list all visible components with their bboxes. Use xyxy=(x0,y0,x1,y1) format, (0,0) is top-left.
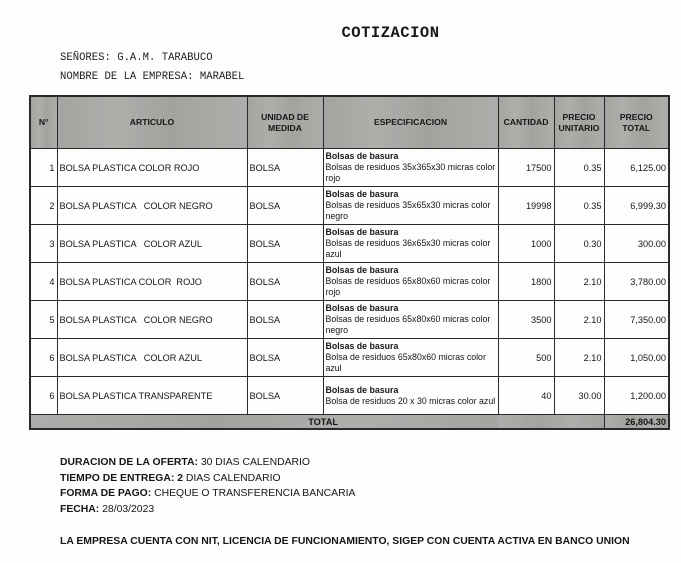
spec-description: Bolsas de residuos 65x80x60 micras color rojo xyxy=(325,276,491,297)
row-article: BOLSA PLASTICA COLOR AZUL xyxy=(57,225,247,263)
spec-description: Bolsas de residuos 65x80x60 micras color negro xyxy=(325,314,491,335)
row-article: BOLSA PLASTICA COLOR NEGRO xyxy=(57,187,247,225)
document-title: COTIZACION xyxy=(341,24,440,42)
row-unit-price: 0.35 xyxy=(554,187,604,225)
spec-description: Bolsas de residuos 36x65x30 micras color azul xyxy=(325,238,491,259)
row-spec xyxy=(323,377,498,415)
spec-description: Bolsas de residuos 35x65x30 micras color negro xyxy=(325,200,491,221)
row-quantity: 1000 xyxy=(498,225,554,263)
row-unit-price: 2.10 xyxy=(554,301,604,339)
row-unit: BOLSA xyxy=(247,225,323,263)
row-spec xyxy=(323,263,498,301)
offer-duration xyxy=(60,455,355,471)
header-number: N° xyxy=(30,96,57,149)
company-label: NOMBRE DE LA EMPRESA: xyxy=(60,71,194,83)
spec-title: Bolsas de basura xyxy=(325,189,399,199)
row-spec xyxy=(323,149,498,187)
table-row xyxy=(30,339,669,377)
spec-title: Bolsas de basura xyxy=(325,303,399,313)
row-total-price: 3,780.00 xyxy=(604,263,669,301)
terms-block xyxy=(60,455,355,517)
row-article: BOLSA PLASTICA COLOR AZUL xyxy=(57,339,247,377)
total-row xyxy=(30,415,669,430)
row-spec xyxy=(323,339,498,377)
total-spacer xyxy=(498,415,604,430)
company-line xyxy=(60,71,244,83)
company-value: MARABEL xyxy=(199,71,245,83)
row-total-price: 300.00 xyxy=(604,225,669,263)
row-unit-price: 2.10 xyxy=(554,263,604,301)
row-number: 3 xyxy=(30,225,57,263)
table-row xyxy=(30,149,669,187)
row-unit: BOLSA xyxy=(247,377,323,415)
row-number: 2 xyxy=(30,187,57,225)
footer-note: LA EMPRESA CUENTA CON NIT, LICENCIA DE FUNCIONAMIENTO, SIGEP CON CUENTA ACTIVA EN BANCO UNION xyxy=(60,536,630,547)
row-number: 5 xyxy=(30,301,57,339)
row-unit: BOLSA xyxy=(247,149,323,187)
row-number: 6 xyxy=(30,339,57,377)
spec-description: Bolsas de residuos 35x365x30 micras color rojo xyxy=(325,162,496,183)
spec-title: Bolsas de basura xyxy=(325,265,399,275)
spec-title: Bolsas de basura xyxy=(325,151,399,161)
payment-method-label: FORMA DE PAGO: xyxy=(60,488,152,499)
delivery-time-value: DIAS CALENDARIO xyxy=(185,472,281,484)
table-row xyxy=(30,187,669,225)
row-quantity: 1800 xyxy=(498,263,554,301)
header-unit-price: PRECIO UNITARIO xyxy=(554,96,604,149)
row-total-price: 1,050.00 xyxy=(604,339,669,377)
row-article: BOLSA PLASTICA COLOR ROJO xyxy=(57,149,247,187)
quote-date-label: FECHA: xyxy=(60,503,100,515)
table-row xyxy=(30,377,669,415)
spec-description: Bolsa de residuos 65x80x60 micras color azul xyxy=(325,352,486,373)
header-spec: ESPECIFICACION xyxy=(323,96,498,149)
delivery-time xyxy=(60,471,355,487)
header-unit: UNIDAD DE MEDIDA xyxy=(247,96,323,149)
table-row xyxy=(30,225,669,263)
offer-duration-value: 30 DIAS CALENDARIO xyxy=(200,457,310,468)
row-total-price: 1,200.00 xyxy=(604,377,669,415)
header-total-price: PRECIO TOTAL xyxy=(604,96,669,149)
row-quantity: 19998 xyxy=(498,187,554,225)
row-total-price: 6,125.00 xyxy=(604,149,669,187)
row-unit: BOLSA xyxy=(247,263,323,301)
row-spec xyxy=(323,225,498,263)
recipient-line xyxy=(60,52,213,64)
row-article: BOLSA PLASTICA COLOR NEGRO xyxy=(57,301,247,339)
row-total-price: 7,350.00 xyxy=(604,301,669,339)
table-row xyxy=(30,301,669,339)
row-unit-price: 2.10 xyxy=(554,339,604,377)
spec-description: Bolsa de residuos 20 x 30 micras color azul xyxy=(325,395,496,406)
recipient-value: G.A.M. TARABUCO xyxy=(117,52,213,64)
row-spec xyxy=(323,301,498,339)
spec-title: Bolsas de basura xyxy=(325,227,399,237)
row-number: 6 xyxy=(30,377,57,415)
row-unit: BOLSA xyxy=(247,339,323,377)
recipient-label: SEÑORES: xyxy=(60,52,111,64)
row-spec xyxy=(323,187,498,225)
row-unit: BOLSA xyxy=(247,187,323,225)
row-article: BOLSA PLASTICA TRANSPARENTE xyxy=(57,377,247,415)
row-quantity: 40 xyxy=(498,377,554,415)
row-unit-price: 0.35 xyxy=(554,149,604,187)
row-quantity: 3500 xyxy=(498,301,554,339)
spec-title: Bolsas de basura xyxy=(325,341,399,351)
header-quantity: CANTIDAD xyxy=(498,96,554,149)
row-quantity: 17500 xyxy=(498,149,554,187)
delivery-time-label: TIEMPO DE ENTREGA: xyxy=(60,472,175,484)
header-article: ARTICULO xyxy=(57,96,247,149)
delivery-time-number: 2 xyxy=(177,472,183,484)
offer-duration-label: DURACION DE LA OFERTA: xyxy=(60,457,198,468)
payment-method-value: CHEQUE O TRANSFERENCIA BANCARIA xyxy=(154,488,356,499)
total-value: 26,804.30 xyxy=(604,415,669,430)
total-label: TOTAL xyxy=(30,415,498,430)
row-quantity: 500 xyxy=(498,339,554,377)
row-unit: BOLSA xyxy=(247,301,323,339)
row-number: 4 xyxy=(30,263,57,301)
row-total-price: 6,999.30 xyxy=(604,187,669,225)
row-number: 1 xyxy=(30,149,57,187)
spec-title: Bolsas de basura xyxy=(325,384,399,395)
row-unit-price: 30.00 xyxy=(554,377,604,415)
row-article: BOLSA PLASTICA COLOR ROJO xyxy=(57,263,247,301)
quotation-table xyxy=(29,95,670,430)
payment-method xyxy=(60,486,355,502)
row-unit-price: 0.30 xyxy=(554,225,604,263)
table-row xyxy=(30,263,669,301)
quote-date-value: 28/03/2023 xyxy=(102,503,155,515)
quote-date xyxy=(60,502,355,518)
table-header-row xyxy=(30,96,669,149)
